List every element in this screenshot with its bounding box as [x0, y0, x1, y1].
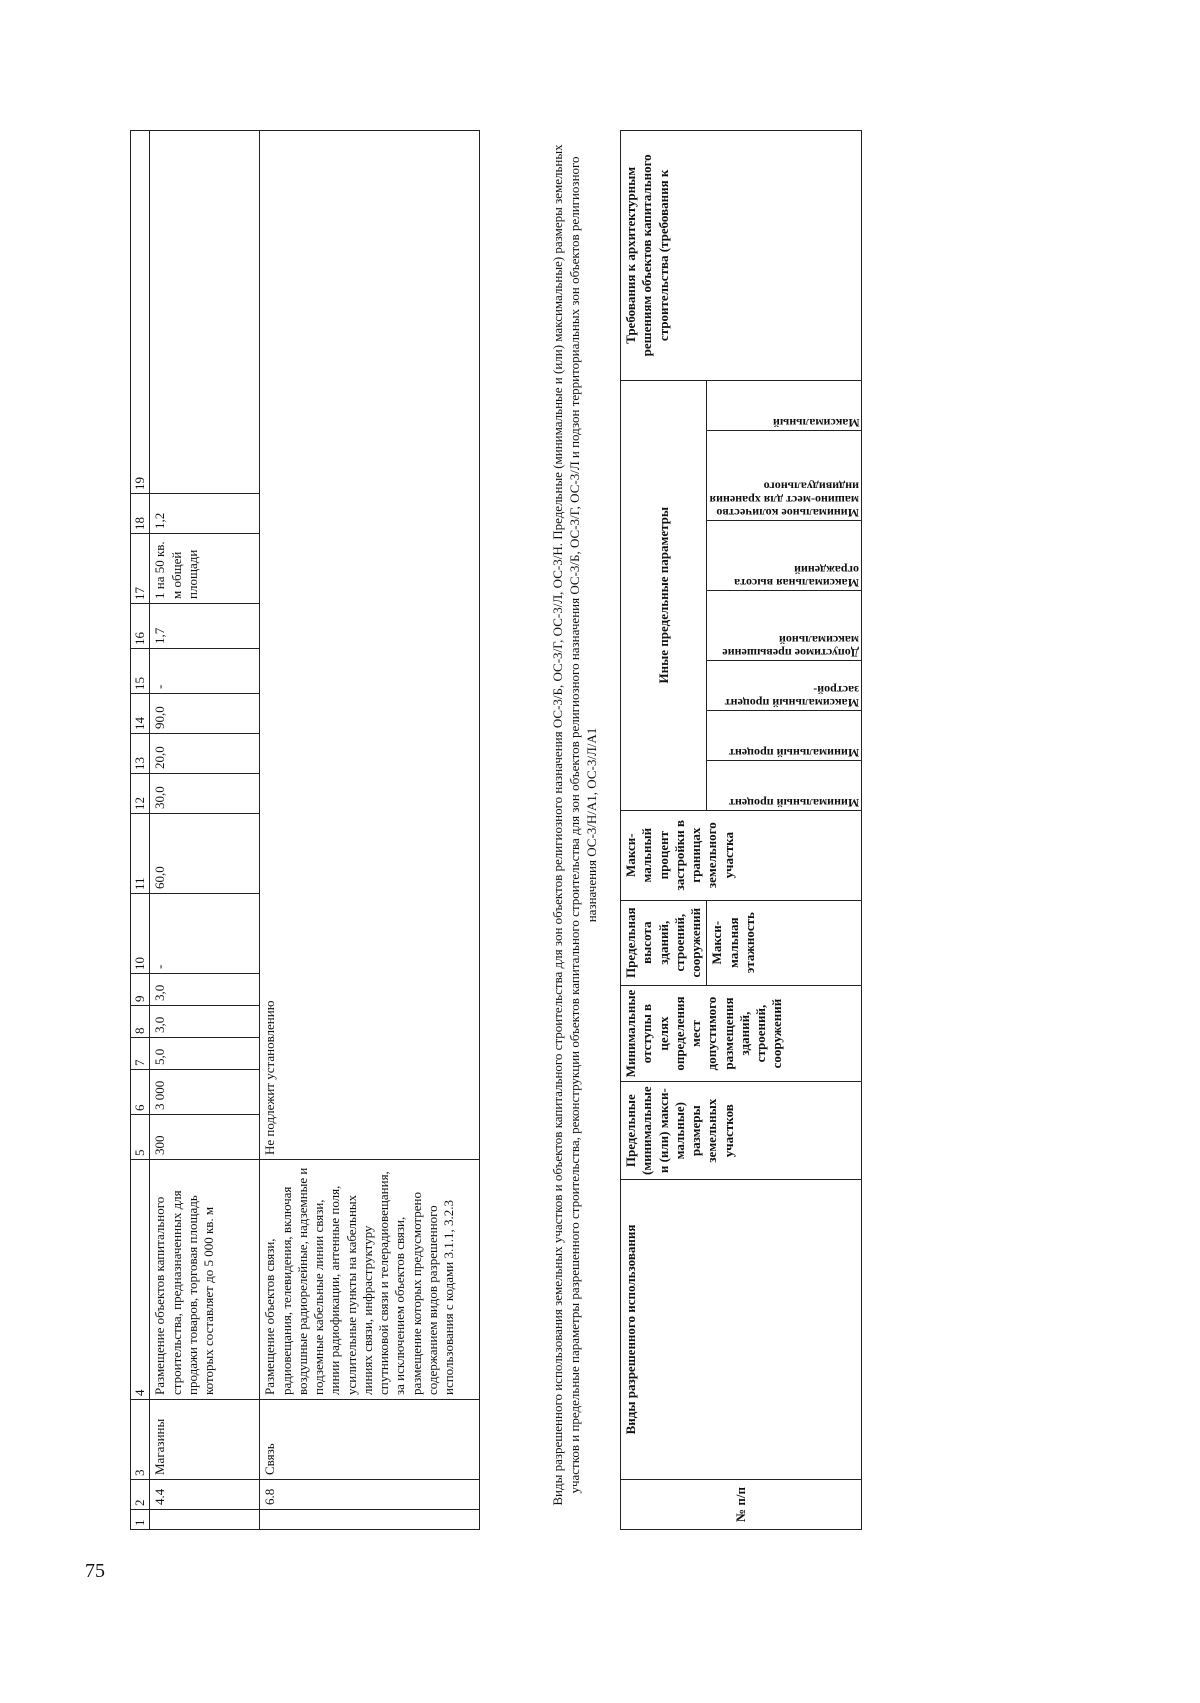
col-number: 12 — [131, 774, 150, 814]
subheader-text: Минимальное количество машино-мест для хранения индивидуального — [706, 479, 860, 520]
table-cell: Размещение объектов связи, радиовещания, телевидения, включая воздушные радиорелейные, надземные и подземные кабельные линии связи, линии радиофикации, антенные поля, усилительные пункты на кабельных линиях связи, инфраструктуру спутниковой связи и телерадиовещания, за исключением объектов связи, размещение которых предусмотрено содержанием видов разрешенного использования с кодами 3.1.1, 3.2.3 — [260, 1160, 480, 1400]
subheader-cell — [707, 430, 862, 520]
subheader-text: Максимальный — [772, 415, 860, 430]
page-number: 75 — [85, 1560, 105, 1582]
table-caption: Виды разрешенного использования земельных участков и объектов капитального строительства для зон объектов религиозного назначения ОС-3/Б, ОС-3/Г, ОС-3/Л, ОС-3/Н. Предельные (минимальные и (или) максимальные) размеры земельных участков и предельные параметры разрешенного строительства, реконструкции объектов капитального строительства для зон объектов религиозного назначения ОС-3/Б, ОС-3/Г, ОС-3/Л и подзон территориальных зон объектов религиозного назначения ОС-3/Н/А1, ОС-3/Л/А1 — [550, 144, 599, 1506]
header-max-height: Предельная высота зданий, строений, сооружений — [621, 900, 707, 985]
header-setbacks: Минимальные отступы в целях определения мест допустимого размещения зданий, строений, сооружений — [621, 985, 862, 1082]
subheader-text: Максимальный процент застрой- — [721, 682, 860, 710]
table-row — [150, 131, 260, 1530]
table-cell: 6.8 — [260, 1480, 480, 1510]
header-architecture: Требования к архитектурным решениям объектов капитального строительства (требования к — [621, 131, 862, 381]
table-cell — [150, 1510, 260, 1530]
table-cell: Связь — [260, 1400, 480, 1480]
subheader-text: Минимальный процент — [729, 795, 860, 810]
header-plot-sizes: Предельные (минимальные и (или) макси-мальные) размеры земельных участков — [621, 1082, 862, 1180]
subheader-text: Допустимое превышение максимальной — [719, 632, 860, 660]
header-use-type: Виды разрешенного использования — [621, 1180, 862, 1480]
table-cell: 4.4 — [150, 1480, 260, 1510]
table-cell: 1,7 — [150, 604, 260, 649]
col-number: 16 — [131, 604, 150, 649]
table-cell — [150, 131, 260, 494]
col-number: 6 — [131, 1070, 150, 1115]
col-number: 18 — [131, 494, 150, 534]
subheader-text: Максимальная высота ограждений — [731, 562, 860, 590]
col-number: 7 — [131, 1038, 150, 1070]
table-cell: Магазины — [150, 1400, 260, 1480]
col-number: 4 — [131, 1160, 150, 1400]
col-number: 14 — [131, 694, 150, 734]
col-number: 8 — [131, 1006, 150, 1038]
subheader-cell — [707, 760, 862, 810]
table-cell: - — [150, 649, 260, 694]
table-cell: 90,0 — [150, 694, 260, 734]
table-cell: 30,0 — [150, 774, 260, 814]
col-number: 9 — [131, 974, 150, 1006]
table-cell: 3,0 — [150, 974, 260, 1006]
merged-cell: Не подлежит установлению — [260, 131, 480, 1160]
col-number: 10 — [131, 894, 150, 974]
parameters-header-table — [620, 130, 862, 1530]
subheader-cell — [707, 520, 862, 590]
col-number: 13 — [131, 734, 150, 774]
table-cell: 1,2 — [150, 494, 260, 534]
header-other-params: Иные предельные параметры — [621, 380, 707, 810]
column-number-row — [131, 131, 150, 1530]
table-cell — [260, 1510, 480, 1530]
header-max-coverage: Макси-мальный процент застройки в границах земельного участка — [621, 810, 862, 900]
landscape-page — [130, 130, 930, 1530]
col-number: 5 — [131, 1115, 150, 1160]
table-cell: - — [150, 894, 260, 974]
col-number: 15 — [131, 649, 150, 694]
col-number: 19 — [131, 131, 150, 494]
table-cell: 5,0 — [150, 1038, 260, 1070]
col-number: 1 — [131, 1510, 150, 1530]
land-use-table — [130, 130, 480, 1530]
table-cell: 3 000 — [150, 1070, 260, 1115]
table-cell: 300 — [150, 1115, 260, 1160]
table-cell: 20,0 — [150, 734, 260, 774]
table-cell: Размещение объектов капитального строительства, предназначенных для продажи товаров, торговая площадь которых составляет до 5 000 кв. м — [150, 1160, 260, 1400]
col-number: 11 — [131, 814, 150, 894]
table-row — [260, 131, 480, 1530]
table-cell: 3,0 — [150, 1006, 260, 1038]
subheader-text: Минимальный процент — [729, 745, 860, 760]
col-number: 3 — [131, 1400, 150, 1480]
subheader-cell — [707, 660, 862, 710]
table-cell: 1 на 50 кв. м общей площади — [150, 534, 260, 604]
header-max-floors: Макси-мальная этажность — [707, 900, 862, 985]
header-number: № п/п — [621, 1480, 862, 1530]
subheader-cell — [707, 590, 862, 660]
subheader-cell — [707, 710, 862, 760]
col-number: 2 — [131, 1480, 150, 1510]
col-number: 17 — [131, 534, 150, 604]
subheader-cell — [707, 380, 862, 430]
table-cell: 60,0 — [150, 814, 260, 894]
